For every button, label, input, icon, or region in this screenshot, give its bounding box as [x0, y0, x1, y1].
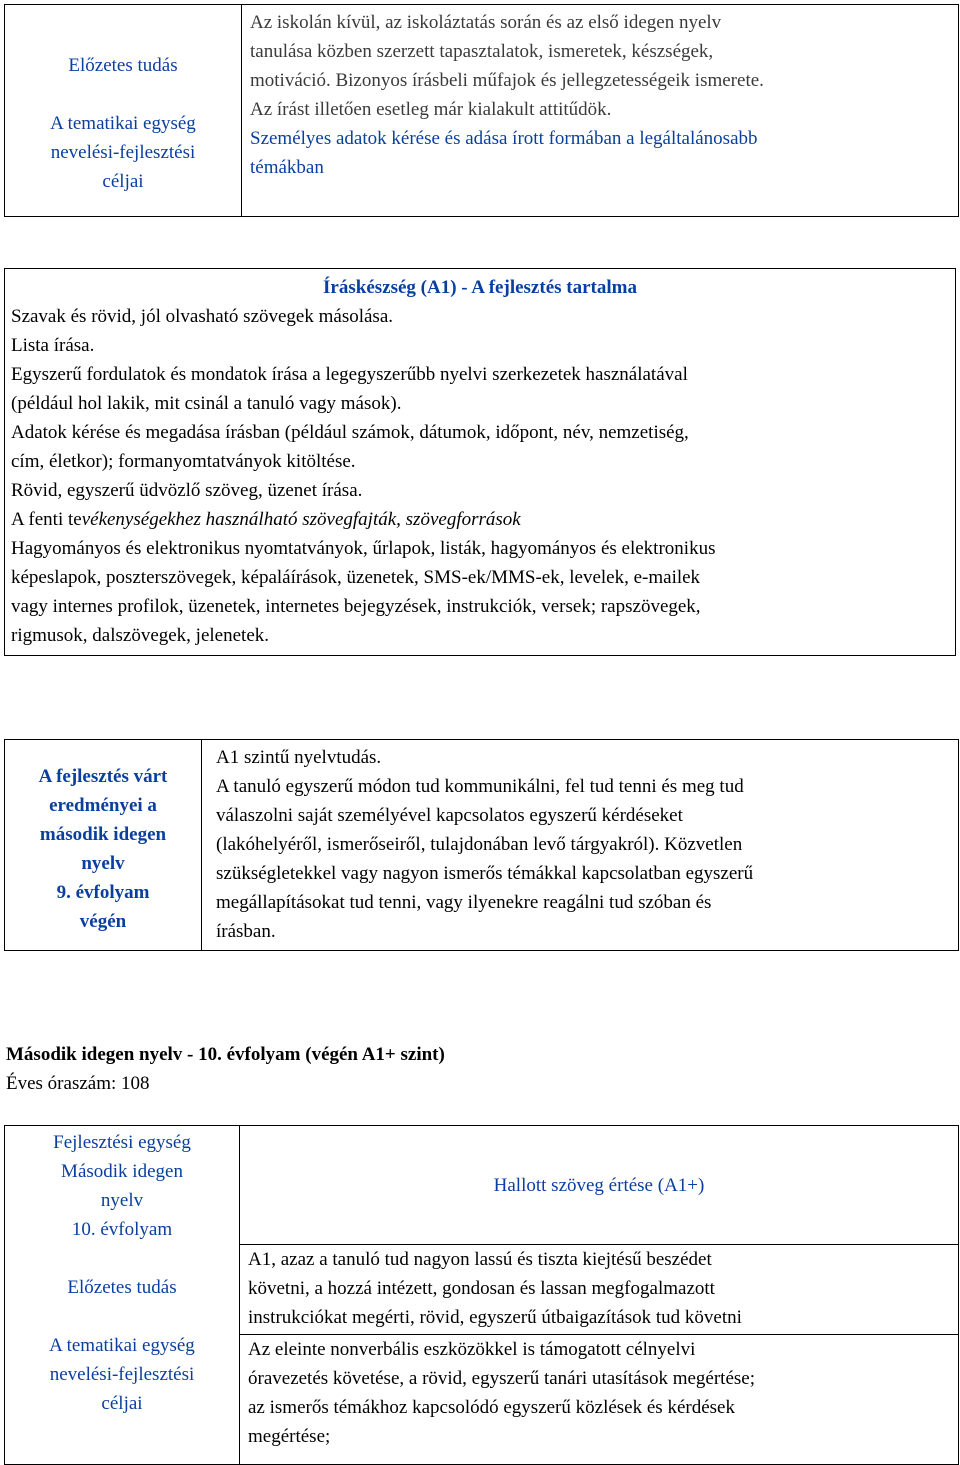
content-line: Hagyományos és elektronikus nyomtatványok, űrlapok, listák, hagyományos és elektronikus	[11, 538, 716, 559]
heading-prefix: A fenti te	[11, 509, 82, 530]
label-line	[5, 1244, 239, 1273]
prior-knowledge-label-cell	[5, 5, 242, 217]
section-title: Íráskészség (A1) - A fejlesztés tartalma	[323, 277, 637, 298]
label-line	[5, 1302, 239, 1331]
content-line: cím, életkor); formanyomtatványok kitöltése.	[11, 451, 356, 472]
label-line: nevelési-fejlesztési	[50, 142, 196, 163]
content-line: A tanuló egyszerű módon tud kommunikálni, fel tud tenni és meg tud	[216, 776, 744, 797]
content-line: az ismerős témákhoz kapcsolódó egyszerű közlések és kérdések	[248, 1397, 735, 1418]
expected-results-content-cell	[202, 740, 959, 951]
writing-skills-section	[4, 268, 956, 656]
listening-unit-table	[4, 1125, 959, 1465]
heading-italic: vékenységekhez használható szövegfajták, szövegforrások	[81, 509, 521, 530]
prior-knowledge-cell	[240, 1245, 959, 1335]
content-line: Az iskolán kívül, az iskoláztatás során és az első idegen nyelv	[250, 12, 722, 33]
content-line: írásban.	[216, 921, 276, 942]
content-line: Az írást illetően esetleg már kialakult attitűdök.	[250, 99, 612, 120]
content-line: óravezetés követése, a rövid, egyszerű tanári utasítások megértése;	[248, 1368, 755, 1389]
content-line: Egyszerű fordulatok és mondatok írása a legegyszerűbb nyelvi szerkezetek használatával	[11, 364, 688, 385]
grade-heading	[6, 1040, 946, 1098]
prior-knowledge-content-cell	[242, 5, 959, 217]
label-line: nyelv	[100, 1190, 144, 1211]
label-line: Fejlesztési egység	[53, 1132, 191, 1153]
label-line: 10. évfolyam	[71, 1219, 173, 1240]
goals-cell	[240, 1335, 959, 1465]
annual-hours: Éves óraszám: 108	[6, 1073, 150, 1094]
label-line: nevelési-fejlesztési	[49, 1364, 195, 1385]
label-line: céljai	[102, 171, 144, 192]
label-line: A fejlesztés várt	[38, 766, 168, 787]
unit-title-cell	[240, 1126, 959, 1245]
content-line: tanulása közben szerzett tapasztalatok, ismeretek, készségek,	[250, 41, 714, 62]
expected-results-label-cell	[5, 740, 202, 951]
unit-label-cell	[5, 1126, 240, 1465]
content-line: (lakóhelyéről, ismerőseiről, tulajdonában levő tárgyakról). Közvetlen	[216, 834, 743, 855]
content-line: képeslapok, poszterszövegek, képaláírások, üzenetek, SMS-ek/MMS-ek, levelek, e-mailek	[11, 567, 701, 588]
label-line: A tematikai egység	[49, 1335, 195, 1356]
content-line: (például hol lakik, mit csinál a tanuló vagy mások).	[11, 393, 402, 414]
content-line: Szavak és rövid, jól olvasható szövegek másolása.	[11, 306, 394, 327]
content-line: rigmusok, dalszövegek, jelenetek.	[11, 625, 270, 646]
label-line: Előzetes tudás	[68, 55, 178, 76]
label-line: második idegen	[39, 824, 167, 845]
content-line: témákban	[250, 157, 324, 178]
content-line: motiváció. Bizonyos írásbeli műfajok és jellegzetességeik ismerete.	[250, 70, 764, 91]
content-line: Adatok kérése és megadása írásban (például számok, dátumok, időpont, név, nemzetiség,	[11, 422, 689, 443]
content-line: válaszolni saját személyével kapcsolatos egyszerű kérdéseket	[216, 805, 683, 826]
unit-title: Hallott szöveg értése (A1+)	[493, 1174, 705, 1196]
content-line: vagy internes profilok, üzenetek, internetes bejegyzések, instrukciók, versek; rapszövegek,	[11, 596, 701, 617]
content-line: Rövid, egyszerű üdvözlő szöveg, üzenet írása.	[11, 480, 363, 501]
label-line: Második idegen	[61, 1161, 183, 1182]
content-line: A1 szintű nyelvtudás.	[216, 747, 382, 768]
content-line: szükségletekkel vagy nagyon ismerős témákkal kapcsolatban egyszerű	[216, 863, 754, 884]
label-line	[5, 80, 241, 109]
label-line: eredményei a	[49, 795, 157, 816]
label-line: nyelv	[81, 853, 125, 874]
text-sources-heading	[11, 505, 949, 534]
content-line: Lista írása.	[11, 335, 95, 356]
content-line: Az eleinte nonverbális eszközökkel is támogatott célnyelvi	[248, 1339, 696, 1360]
grade-title: Második idegen nyelv - 10. évfolyam (végén A1+ szint)	[6, 1044, 445, 1065]
label-line: végén	[79, 911, 127, 932]
label-line: Előzetes tudás	[67, 1277, 177, 1298]
label-line: A tematikai egység	[50, 113, 196, 134]
content-line: instrukciókat megérti, rövid, egyszerű útbaigazítások tud követni	[248, 1307, 742, 1328]
expected-results-table	[4, 739, 959, 951]
content-line: megértése;	[248, 1426, 331, 1447]
label-line: 9. évfolyam	[56, 882, 150, 903]
content-line: A1, azaz a tanuló tud nagyon lassú és tiszta kiejtésű beszédet	[248, 1249, 712, 1270]
content-line: megállapításokat tud tenni, vagy ilyenekre reagálni tud szóban és	[216, 892, 712, 913]
prior-knowledge-table	[4, 4, 959, 217]
content-line: Személyes adatok kérése és adása írott formában a legáltalánosabb	[250, 128, 758, 149]
content-line: követni, a hozzá intézett, gondosan és lassan megfogalmazott	[248, 1278, 715, 1299]
label-line: céljai	[101, 1393, 143, 1414]
